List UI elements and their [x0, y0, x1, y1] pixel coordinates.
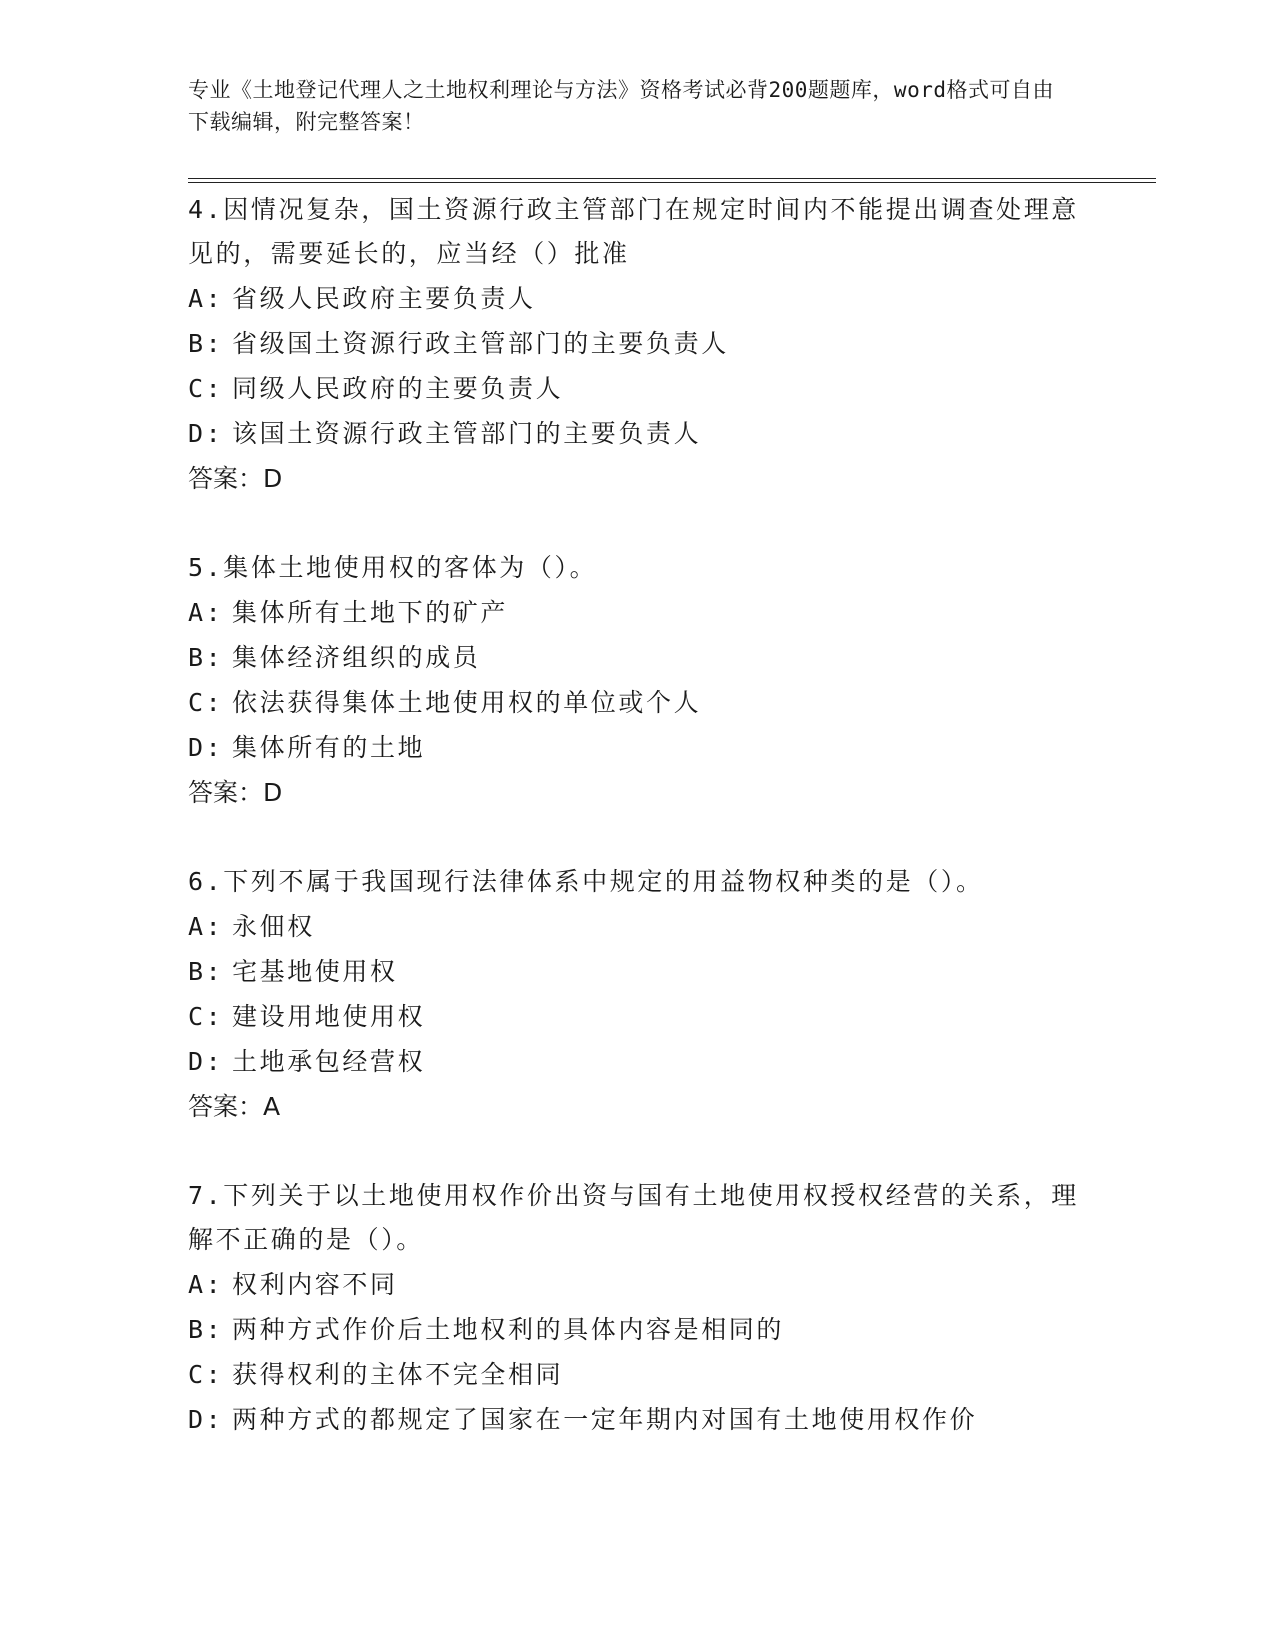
question-stem: 5.集体土地使用权的客体为（）。 [188, 553, 598, 582]
page-header [188, 74, 1068, 138]
question-7 [188, 1174, 1088, 1442]
option-letter: B: [188, 1315, 224, 1344]
option-a [188, 904, 1088, 949]
question-stem: 4.因情况复杂，国土资源行政主管部门在规定时间内不能提出调查处理意见的，需要延长的，应当经（）批准 [188, 195, 1079, 268]
option-d [188, 725, 1088, 770]
option-text: 省级人民政府主要负责人 [232, 284, 536, 313]
option-text: 建设用地使用权 [232, 1002, 426, 1031]
option-b [188, 321, 1088, 366]
option-text: 省级国土资源行政主管部门的主要负责人 [232, 329, 729, 358]
option-text: 集体所有土地下的矿产 [232, 598, 509, 627]
option-letter: A: [188, 912, 224, 941]
option-b [188, 635, 1088, 680]
option-letter: D: [188, 1047, 224, 1076]
question-6 [188, 860, 1088, 1130]
option-b [188, 949, 1088, 994]
option-letter: C: [188, 1360, 224, 1389]
header-divider [188, 178, 1156, 183]
option-d [188, 411, 1088, 456]
option-text: 宅基地使用权 [232, 957, 398, 986]
option-text: 同级人民政府的主要负责人 [232, 374, 564, 403]
option-text: 该国土资源行政主管部门的主要负责人 [232, 419, 702, 448]
option-a [188, 590, 1088, 635]
option-letter: A: [188, 284, 224, 313]
option-a [188, 1262, 1088, 1307]
option-text: 永佃权 [232, 912, 315, 941]
option-text: 权利内容不同 [232, 1270, 398, 1299]
option-d [188, 1397, 1088, 1442]
option-text: 获得权利的主体不完全相同 [232, 1360, 564, 1389]
option-letter: D: [188, 733, 224, 762]
option-text: 土地承包经营权 [232, 1047, 426, 1076]
question-list [188, 188, 1088, 1486]
option-letter: B: [188, 329, 224, 358]
option-letter: C: [188, 1002, 224, 1031]
option-c [188, 680, 1088, 725]
option-text: 两种方式的都规定了国家在一定年期内对国有土地使用权作价 [232, 1405, 978, 1434]
answer-line: 答案：D [188, 778, 283, 807]
answer-line: 答案：A [188, 1092, 281, 1121]
option-c [188, 994, 1088, 1039]
option-letter: B: [188, 957, 224, 986]
option-letter: A: [188, 1270, 224, 1299]
option-letter: C: [188, 374, 224, 403]
option-text: 依法获得集体土地使用权的单位或个人 [232, 688, 702, 717]
option-a [188, 276, 1088, 321]
question-4 [188, 188, 1088, 502]
option-c [188, 366, 1088, 411]
question-stem: 6.下列不属于我国现行法律体系中规定的用益物权种类的是（）。 [188, 867, 984, 896]
header-text: 专业《土地登记代理人之土地权利理论与方法》资格考试必背200题题库，word格式可自由下载编辑，附完整答案！ [188, 78, 1054, 134]
option-letter: D: [188, 419, 224, 448]
option-letter: C: [188, 688, 224, 717]
option-text: 集体所有的土地 [232, 733, 426, 762]
answer-line: 答案：D [188, 464, 283, 493]
option-d [188, 1039, 1088, 1084]
option-letter: D: [188, 1405, 224, 1434]
option-letter: A: [188, 598, 224, 627]
question-stem: 7.下列关于以土地使用权作价出资与国有土地使用权授权经营的关系，理解不正确的是（）。 [188, 1181, 1079, 1254]
question-5 [188, 546, 1088, 816]
option-b [188, 1307, 1088, 1352]
option-text: 集体经济组织的成员 [232, 643, 481, 672]
option-text: 两种方式作价后土地权利的具体内容是相同的 [232, 1315, 785, 1344]
option-c [188, 1352, 1088, 1397]
option-letter: B: [188, 643, 224, 672]
